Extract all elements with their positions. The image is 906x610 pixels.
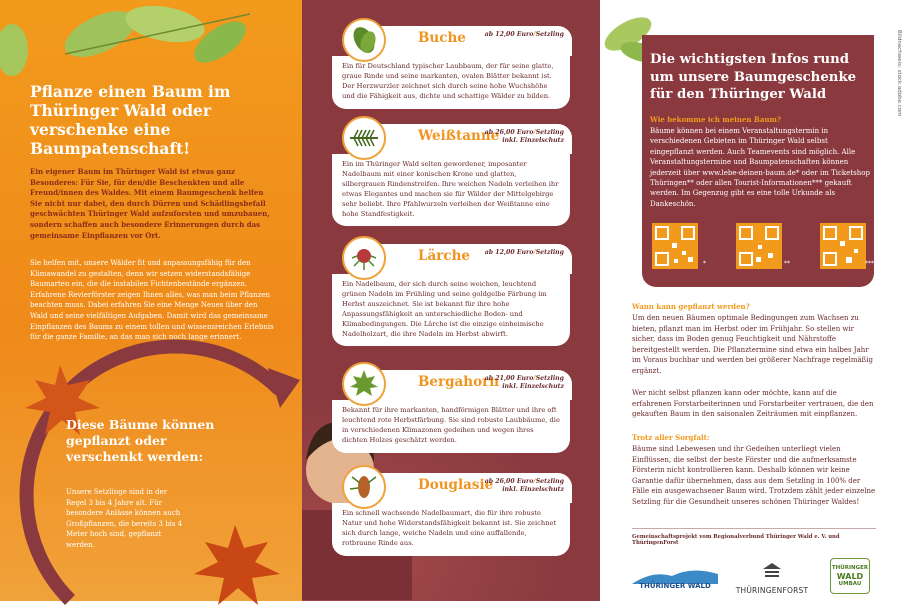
logo-row (632, 558, 874, 594)
main-headline: Pflanze einen Baum im Thüringer Wald oder verschenke eine Baumpatenschaft! (30, 82, 231, 158)
thueringer-wald-logo (632, 564, 718, 590)
tree-price: ab 12,00 Euro/Setzling (484, 249, 564, 256)
thueringer-wald-logo-text: THÜRINGER WALD (639, 582, 711, 590)
waldumbau-line1: THÜRINGER (831, 565, 869, 571)
tree-description: Ein schnell wachsende Nadelbaumart, die für ihre robuste Natur und hohe Widerstandsfähigkeit bekannt ist. Sie zeichnet sich durch lange, weiche Nadeln und eine auffallende, rotbraune Rinde aus. (332, 503, 570, 556)
tree-description: Ein Nadelbaum, der sich durch seine weichen, leuchtend grünen Nadeln im Frühling und seine goldgelbe Färbung im Herbst auszeichnet. Sie ist bekannt für ihre hohe Anpassungsfähigkeit an unterschiedliche Boden- und Klimabedingungen. Die Lärche ist die einzige einheimische Nadelholzart, die ihre Nadeln im Herbst abwirft. (332, 274, 570, 346)
tree-name: Bergahorn (418, 374, 500, 390)
qr-footnote: *** (865, 260, 874, 267)
qr-footnote: ** (784, 260, 790, 267)
left-panel (0, 0, 302, 601)
larch-cone-icon (342, 236, 386, 280)
qr-code-ticketshop[interactable] (736, 223, 790, 269)
tree-name: Douglasie (418, 477, 494, 493)
tree-description: Ein im Thüringer Wald selten gewordener, imposanter Nadelbaum mit einer konischen Krone und glatten, silbergrauen Rindenstreifen. Ihre weichen Nadeln verleihen ihr etwas Elegantes und machen sie für Wälder der Mittelgebirge sehr beliebt. Ihre Pfahlwurzeln verleihen der Weißtanne eine hohe Standfestigkeit. (332, 154, 570, 226)
question-care: Trotz aller Sorgfalt: (632, 433, 710, 442)
intro-bold-text: Ein eigener Baum im Thüringer Wald ist etwas ganz Besonderes: Für Sie, für den/die Beschenkten und alle Freund/innen des Waldes. Mit einem Baumgeschenk helfen Sie nicht nur dabei, den durch Dürren und Schädlingsbefall geschwächten Thüringer Wald aufzuforsten und umzubauen, sondern schaffen auch besondere Erinnerungen durch das gemeinsame Einpflanzen vor Ort. (30, 167, 270, 240)
thueringenforst-logo-text: THÜRINGENFORST (735, 586, 809, 595)
question-when-to-plant: Wann kann gepflanzt werden? (632, 302, 750, 311)
middle-panel (302, 0, 600, 601)
qr-code-row (652, 223, 874, 269)
tree-name: Buche (418, 30, 466, 46)
tree-price: ab 12,00 Euro/Setzling (484, 31, 564, 38)
tree-card-buche (332, 26, 572, 109)
answer-care: Bäume sind Lebewesen und ihr Gedeihen unterliegt vielen Einflüssen, die selbst der beste Förster und die aufmerksamste Försterin nicht kontrollieren kann. Deshalb können wir keine Garantie dafür übernehmen, dass aus dem Setzling in 100% der Fälle ein ausgewachsener Baum wird. Trotzdem zählt jeder einzelne Setzling für die Gesundheit unseres schönen Thüringer Waldes! (632, 445, 876, 506)
tree-card-bergahorn (332, 370, 572, 453)
answer-how-to-get: Bäume können bei einem Veranstaltungstermin in verschiedenen Gebieten im Thüringer Wald selbst eingepflanzt werden. Auch Teamevents sind möglich. Alle Veranstaltungstermine und Baumpatenschaften können jederzeit über www.lebe-deinen-baum.de* oder im Ticketshop Thüringen** oder allen Tourist-Informationen*** gekauft werden. Im Gegenzug gibt es eine tolle Urkunde als Dankeschön. (650, 127, 870, 208)
image-credit: Bildnachweis: stock.adobe.com (896, 30, 902, 117)
maple-leaf-icon (342, 362, 386, 406)
tree-price: ab 26,00 Euro/Setzling inkl. Einzelschutz (484, 129, 564, 144)
info-title: Die wichtigsten Infos rund um unsere Baumgeschenke für den Thüringer Wald (650, 52, 857, 102)
waldumbau-line2: WALD (836, 571, 864, 581)
info-box (642, 35, 874, 287)
tree-description: Ein für Deutschland typischer Laubbaum, der für seine glatte, graue Rinde und seine markanten, ovalen Blätter bekannt ist. Der Herzwurzler zeichnet sich durch seine hohe Wuchshöhe und die Fähigkeit aus, dichte und schattige Wälder zu bilden. (332, 56, 570, 109)
question-how-to-get: Wie bekomme ich meinen Baum? (650, 115, 781, 124)
trees-subheadline: Diese Bäume können gepflanzt oder verschenkt werden: (66, 417, 215, 464)
tree-price: ab 26,00 Euro/Setzling inkl. Einzelschutz (484, 478, 564, 493)
beech-leaf-icon (342, 18, 386, 62)
tree-description: Bekannt für ihre markanten, handförmigen Blätter und ihre oft leuchtend rote Herbstfärbung. Sie sind robuste Laubbäume, die in verschiedenen Klimazonen gedeihen und wegen ihres dichten Holzes geschätzt werden. (332, 400, 570, 453)
fir-branch-icon (342, 116, 386, 160)
tree-name: Lärche (418, 248, 470, 264)
tree-card-laerche (332, 244, 572, 346)
qr-code-tourist-info[interactable] (820, 223, 874, 269)
autumn-maple-leaves-bottom-decoration (180, 520, 300, 610)
tree-name: Weißtanne (418, 128, 500, 144)
waldumbau-line3: UMBAU (838, 580, 862, 587)
answer-forest-workers: Wer nicht selbst pflanzen kann oder möchte, kann auf die erfahrenen Forstarbeiterinnen und Forstarbeiter vertrauen, die den gekauften Baum in den saisonalen Zeiträumen mit einpflanzen. (632, 389, 874, 419)
forst-mark-icon (762, 562, 782, 578)
right-panel (600, 0, 906, 601)
qr-code-lebe-deinen-baum[interactable] (652, 223, 706, 269)
footer-divider (632, 528, 876, 529)
answer-when-to-plant: Um den neuen Bäumen optimale Bedingungen zum Wachsen zu bieten, pflanzt man im Herbst oder im Frühjahr. So stellen wir sicher, dass im Boden genug Feuchtigkeit und Nährstoffe bereitgestellt werden. Die Pflanztermine sind etwa ein halbes Jahr im Voraus buchbar und werden bei größerer Nachfrage regelmäßig ergänzt. (632, 314, 874, 375)
beech-leaves-decoration (60, 0, 260, 74)
seedlings-text: Unsere Setzlinge sind in der Regel 3 bis 4 Jahre alt. Für besondere Anlässe können auch Großpflanzen, die bereits 3 bis 4 Meter hoch sind, gepflanzt werden. (66, 488, 183, 549)
project-footer: Gemeinschaftsprojekt vom Regionalverbund Thüringer Wald e. V. und ThüringenForst (632, 534, 840, 546)
thueringenforst-logo (732, 562, 812, 595)
douglas-fir-icon (342, 465, 386, 509)
waldumbau-logo (830, 558, 870, 594)
tree-card-douglasie (332, 473, 572, 556)
tree-price: ab 21,00 Euro/Setzling inkl. Einzelschutz (484, 375, 564, 390)
tree-card-weisstanne (332, 124, 572, 226)
qr-footnote: * (703, 260, 706, 267)
intro-text: Sie helfen mit, unsere Wälder fit und anpassungsfähig für den Klimawandel zu gestalten, denn wir setzen widerstandsfähige Baumarten ein, die die instabilen Fichtenbestände ergänzen. Erfahrene Revierförster zeigen Ihnen alles, was man beim Pflanzen beachten muss. Dabei erfahren Sie eine Menge Neues über den Wald und seine vielfältigen Aufgaben. Damit wird das gemeinsame Einpflanzen des Baums zu einem tollen und wissensreichen Erlebnis für die ganze Familie, an das man sich noch lange erinnert. (30, 259, 274, 342)
beech-leaf-left-decoration (0, 20, 40, 80)
